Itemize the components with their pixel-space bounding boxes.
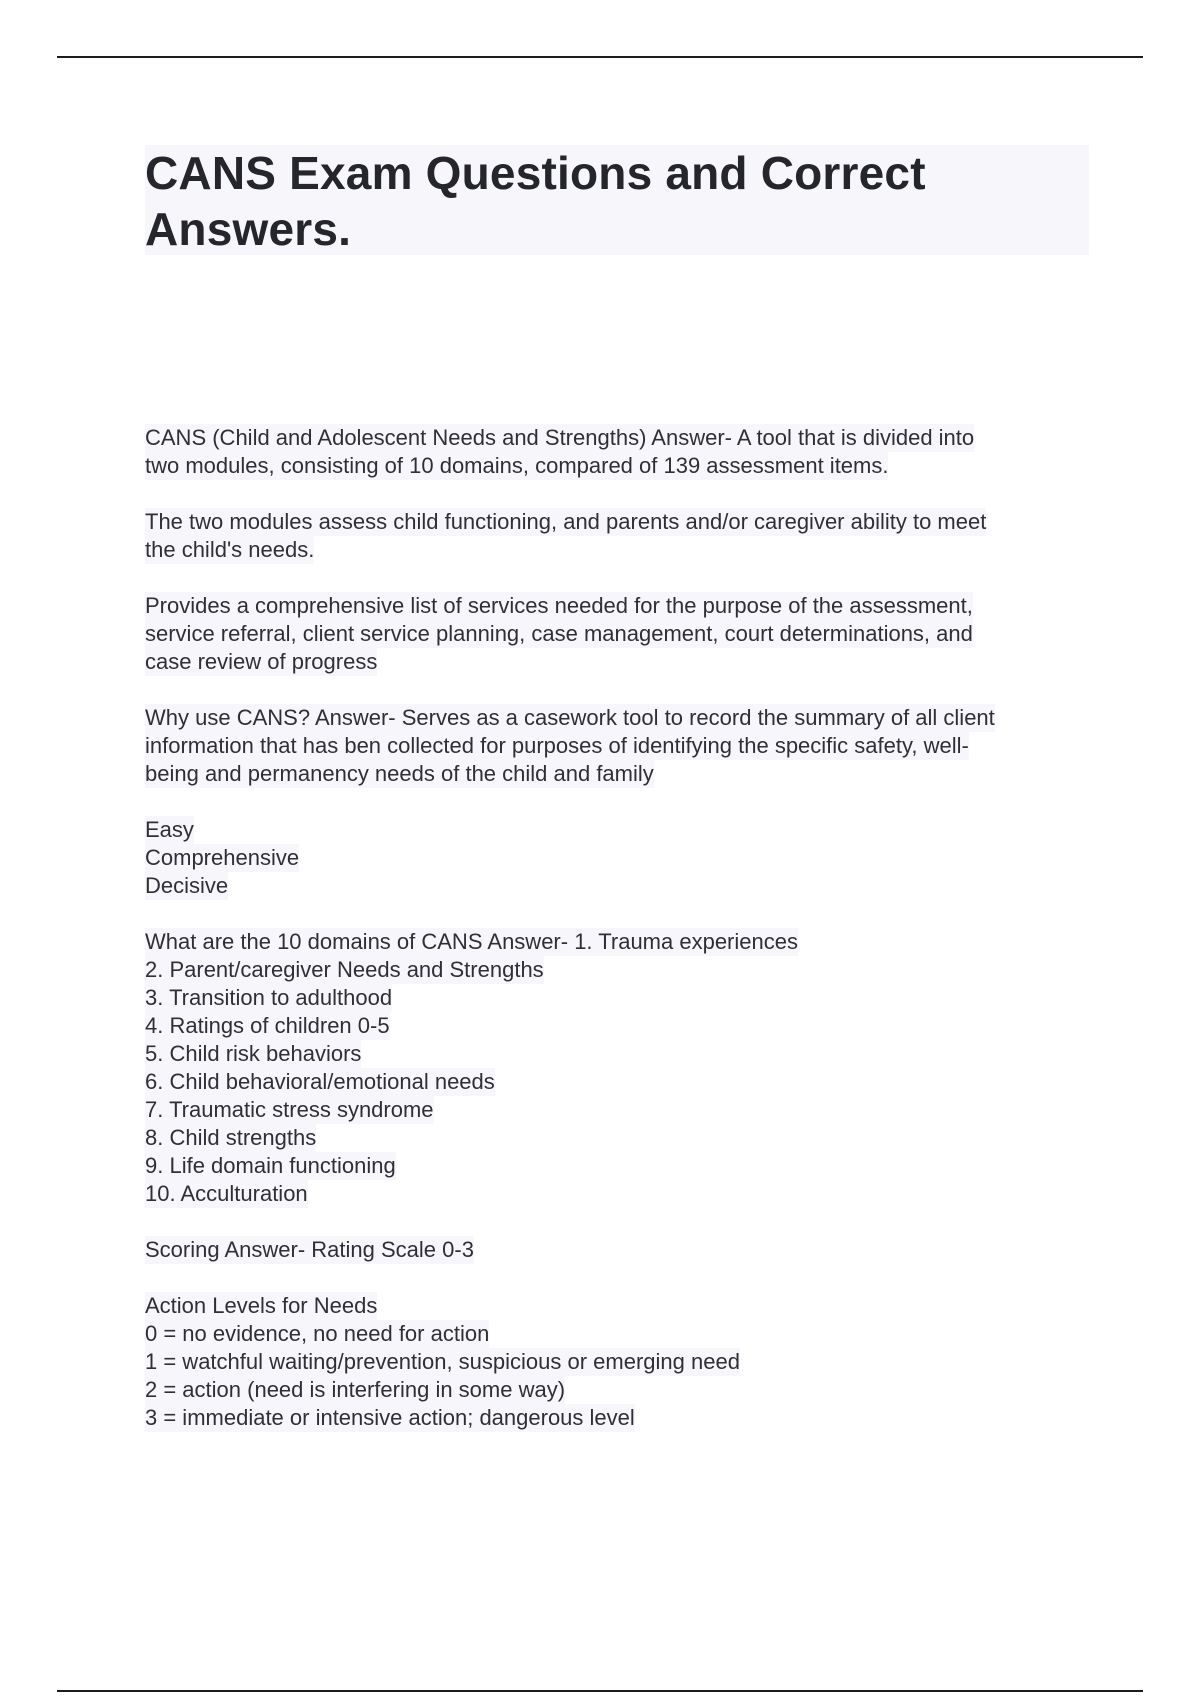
header-rule <box>57 56 1143 58</box>
list-item: 4. Ratings of children 0-5 <box>145 1013 390 1038</box>
title-line-1: CANS Exam Questions and Correct <box>145 147 926 199</box>
text-line: CANS (Child and Adolescent Needs and Strengths) Answer- A tool that is divided into <box>145 425 975 450</box>
list-item: 9. Life domain functioning <box>145 1153 396 1178</box>
text-line: The two modules assess child functioning, and parents and/or caregiver ability to meet <box>145 509 987 534</box>
paragraph-modules <box>145 508 1095 564</box>
text-line: What are the 10 domains of CANS Answer- 1. Trauma experiences <box>145 929 798 954</box>
text-line: Easy <box>145 817 194 842</box>
list-item: 7. Traumatic stress syndrome <box>145 1097 434 1122</box>
list-item: 2 = action (need is interfering in some way) <box>145 1377 566 1402</box>
text-line: Decisive <box>145 873 229 898</box>
text-line: case review of progress <box>145 649 378 674</box>
paragraph-scoring <box>145 1236 1095 1264</box>
text-line: being and permanency needs of the child and family <box>145 761 654 786</box>
paragraph-why-use-cans <box>145 704 1095 788</box>
text-line: the child's needs. <box>145 537 315 562</box>
paragraph-services <box>145 592 1095 676</box>
list-item: 0 = no evidence, no need for action <box>145 1321 490 1346</box>
title-block <box>145 145 1089 255</box>
text-line: Why use CANS? Answer- Serves as a casework tool to record the summary of all client <box>145 705 995 730</box>
list-item: 8. Child strengths <box>145 1125 317 1150</box>
list-item: 3. Transition to adulthood <box>145 985 393 1010</box>
paragraph-action-levels <box>145 1292 1095 1432</box>
list-item: 2. Parent/caregiver Needs and Strengths <box>145 957 544 982</box>
text-line: two modules, consisting of 10 domains, compared of 139 assessment items. <box>145 453 889 478</box>
text-line: Comprehensive <box>145 845 300 870</box>
list-item: 10. Acculturation <box>145 1181 308 1206</box>
text-line: information that has ben collected for purposes of identifying the specific safety, well- <box>145 733 969 758</box>
footer-rule <box>57 1690 1143 1692</box>
list-item: 1 = watchful waiting/prevention, suspicious or emerging need <box>145 1349 740 1374</box>
list-item: 3 = immediate or intensive action; dangerous level <box>145 1405 635 1430</box>
paragraph-domains <box>145 928 1095 1208</box>
title-line-2: Answers. <box>145 203 352 255</box>
paragraph-cans-definition <box>145 424 1095 480</box>
text-line: Scoring Answer- Rating Scale 0-3 <box>145 1237 474 1262</box>
list-item: 6. Child behavioral/emotional needs <box>145 1069 495 1094</box>
list-item: 5. Child risk behaviors <box>145 1041 362 1066</box>
document-body <box>145 424 1095 1460</box>
paragraph-qualities <box>145 816 1095 900</box>
page-title <box>145 145 1089 257</box>
text-line: Action Levels for Needs <box>145 1293 378 1318</box>
text-line: service referral, client service planning, case management, court determinations, and <box>145 621 973 646</box>
text-line: Provides a comprehensive list of services needed for the purpose of the assessment, <box>145 593 973 618</box>
